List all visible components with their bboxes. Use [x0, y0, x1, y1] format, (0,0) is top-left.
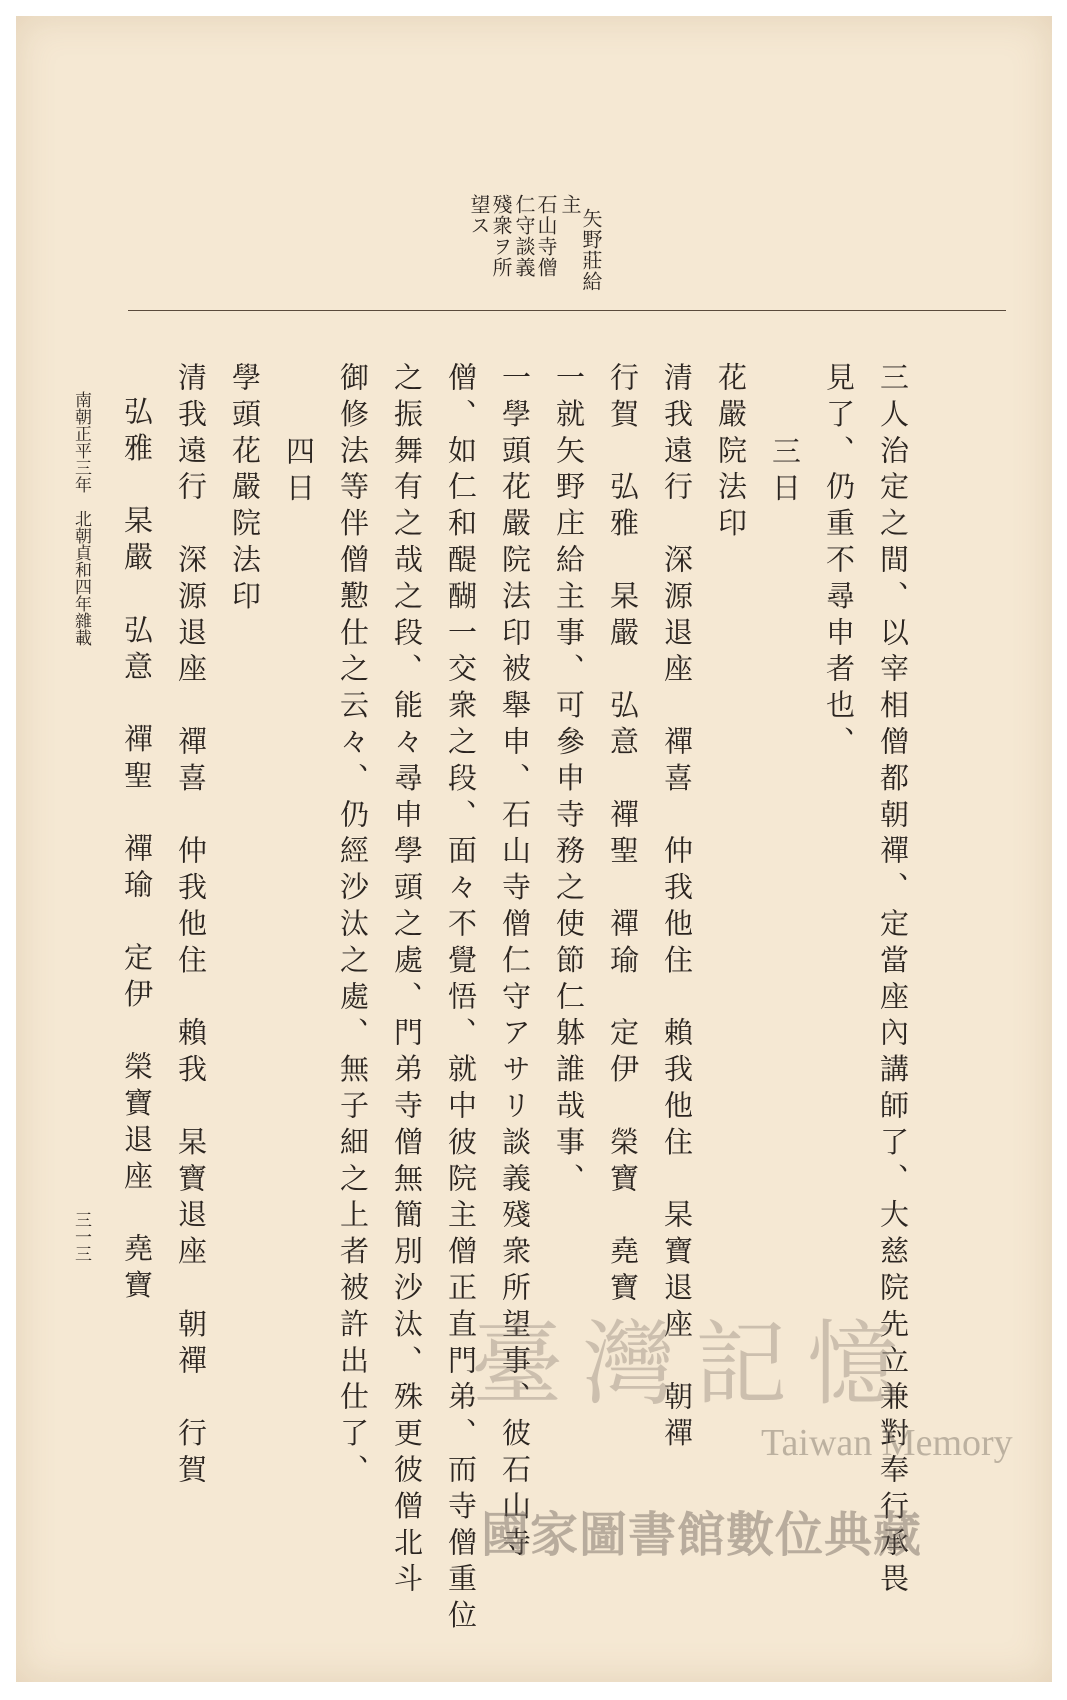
body-column: 僧、如仁和醍醐一交衆之段、面々不覺悟、就中彼院主僧正直門弟、而寺僧重位 [444, 362, 478, 1636]
attendance-list: 弘雅 杲嚴 弘意 禪聖 禪瑜 定伊 榮寶退座 堯寶 [120, 396, 154, 1306]
body-column: 花嚴院法印 [714, 362, 748, 544]
body-column: 見了、仍重不尋申者也、 [822, 362, 856, 763]
body-column: 一學頭花嚴院法印被舉申、石山寺僧仁守アサリ談義殘衆所望事、彼石山寺 [498, 362, 532, 1564]
attendance-list: 清我遠行 深源退座 禪喜 仲我他住 賴我 杲寶退座 朝禪 行賀 [174, 362, 208, 1491]
running-footer-title: 南朝正平三年 北朝貞和四年雜載 [71, 391, 91, 646]
date-heading: 四日 [282, 436, 316, 509]
header-note-col6: 望ス [467, 194, 491, 236]
body-column: 三人治定之間、以宰相僧都朝禪、定當座內講師了、大慈院先立兼對奉行承畏 [876, 362, 910, 1600]
body-column: 御修法等伴僧懃仕之云々、仍經沙汰之處、無子細之上者被許出仕了、 [336, 362, 370, 1491]
header-note-col4: 仁守談義 [512, 194, 536, 278]
page-number: 三一三 [71, 1211, 91, 1262]
document-page [16, 16, 1052, 1682]
watermark-library: 國家圖書館數位典藏 [481, 1507, 923, 1563]
header-note-col2: 主 [558, 194, 582, 215]
header-note-col5: 殘衆ヲ所 [489, 194, 513, 278]
body-column: 一就矢野庄給主事、可參申寺務之使節仁躰誰哉事、 [552, 362, 586, 1200]
header-note-col1: 矢野莊給 [579, 208, 603, 292]
attendance-list: 清我遠行 深源退座 禪喜 仲我他住 賴我他住 杲寶退座 朝禪 [660, 362, 694, 1454]
header-rule [128, 310, 1006, 311]
attendance-list: 行賀 弘雅 杲嚴 弘意 禪聖 禪瑜 定伊 榮寶 堯寶 [606, 362, 640, 1309]
watermark-latin: Taiwan Memory [761, 1422, 1013, 1464]
watermark-script: 臺灣記憶 [471, 1311, 920, 1418]
body-column: 學頭花嚴院法印 [228, 362, 262, 617]
header-note-col3: 石山寺僧 [534, 194, 558, 278]
body-column: 之振舞有之哉之段、能々尋申學頭之處、門弟寺僧無簡別沙汰、殊更彼僧北斗 [390, 362, 424, 1600]
date-heading: 三日 [768, 436, 802, 509]
